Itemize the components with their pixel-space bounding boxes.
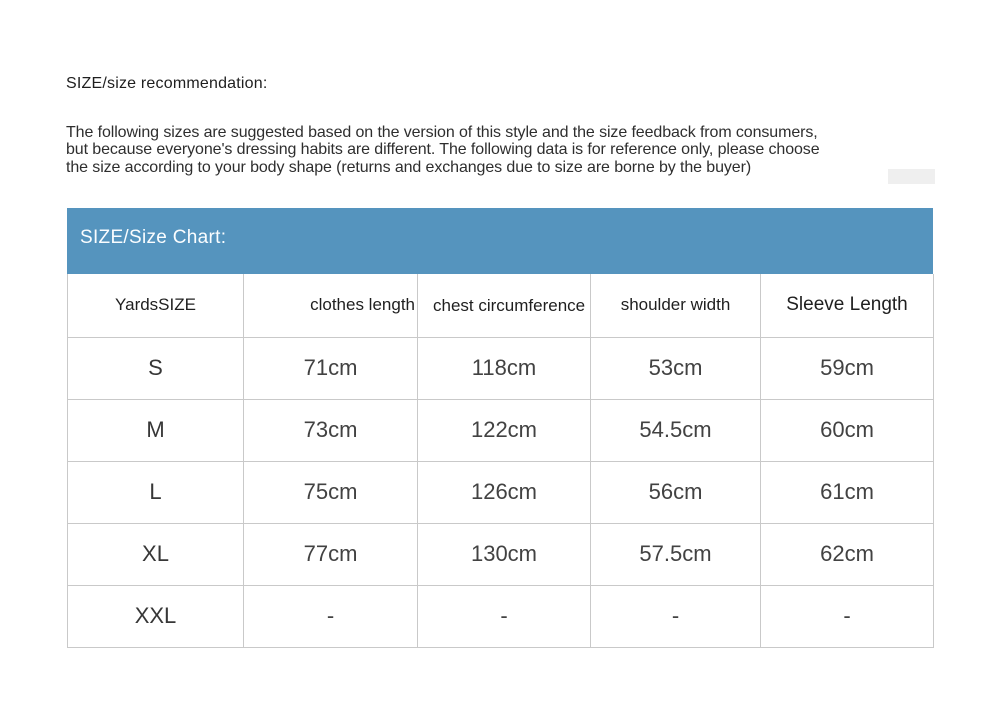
column-header-sleeve-length: Sleeve Length <box>761 274 934 337</box>
column-header-clothes-length: clothes length <box>244 274 418 337</box>
cell-chest-circumference: - <box>418 585 591 647</box>
cell-shoulder-width: - <box>591 585 761 647</box>
image-artifact-smudge <box>888 169 935 184</box>
cell-clothes-length: 77cm <box>244 523 418 585</box>
intro-line-3: the size according to your body shape (returns and exchanges due to size are borne by the buyer) <box>66 158 752 176</box>
cell-chest-circumference: 122cm <box>418 399 591 461</box>
cell-size: XXL <box>68 585 244 647</box>
column-header-size: YardsSIZE <box>68 274 244 337</box>
cell-shoulder-width: 57.5cm <box>591 523 761 585</box>
cell-size: XL <box>68 523 244 585</box>
cell-chest-circumference: 130cm <box>418 523 591 585</box>
cell-shoulder-width: 56cm <box>591 461 761 523</box>
intro-paragraph <box>66 124 820 176</box>
cell-sleeve-length: 59cm <box>761 337 934 399</box>
cell-shoulder-width: 54.5cm <box>591 399 761 461</box>
cell-clothes-length: 73cm <box>244 399 418 461</box>
cell-chest-circumference: 118cm <box>418 337 591 399</box>
intro-line-2: but because everyone's dressing habits are different. The following data is for reference only, please choose <box>66 141 820 159</box>
column-header-shoulder-width: shoulder width <box>591 274 761 337</box>
cell-shoulder-width: 53cm <box>591 337 761 399</box>
table-row-l <box>68 461 934 523</box>
table-row-xl <box>68 523 934 585</box>
intro-line-1: The following sizes are suggested based on the version of this style and the size feedback from consumers, <box>66 124 818 141</box>
page-title: SIZE/size recommendation: <box>66 75 268 92</box>
cell-size: S <box>68 337 244 399</box>
cell-sleeve-length: 61cm <box>761 461 934 523</box>
cell-size: L <box>68 461 244 523</box>
cell-sleeve-length: 62cm <box>761 523 934 585</box>
cell-sleeve-length: - <box>761 585 934 647</box>
column-header-chest-circumference: chest circumference <box>418 274 591 337</box>
cell-sleeve-length: 60cm <box>761 399 934 461</box>
table-row-s <box>68 337 934 399</box>
cell-chest-circumference: 126cm <box>418 461 591 523</box>
size-chart-title-bar <box>67 208 933 274</box>
size-chart-title: SIZE/Size Chart: <box>80 227 227 248</box>
table-row-xxl <box>68 585 934 647</box>
cell-clothes-length: 75cm <box>244 461 418 523</box>
table-row-m <box>68 399 934 461</box>
cell-clothes-length: - <box>244 585 418 647</box>
cell-clothes-length: 71cm <box>244 337 418 399</box>
cell-size: M <box>68 399 244 461</box>
size-chart-table <box>67 274 934 648</box>
table-header-row <box>68 274 934 337</box>
